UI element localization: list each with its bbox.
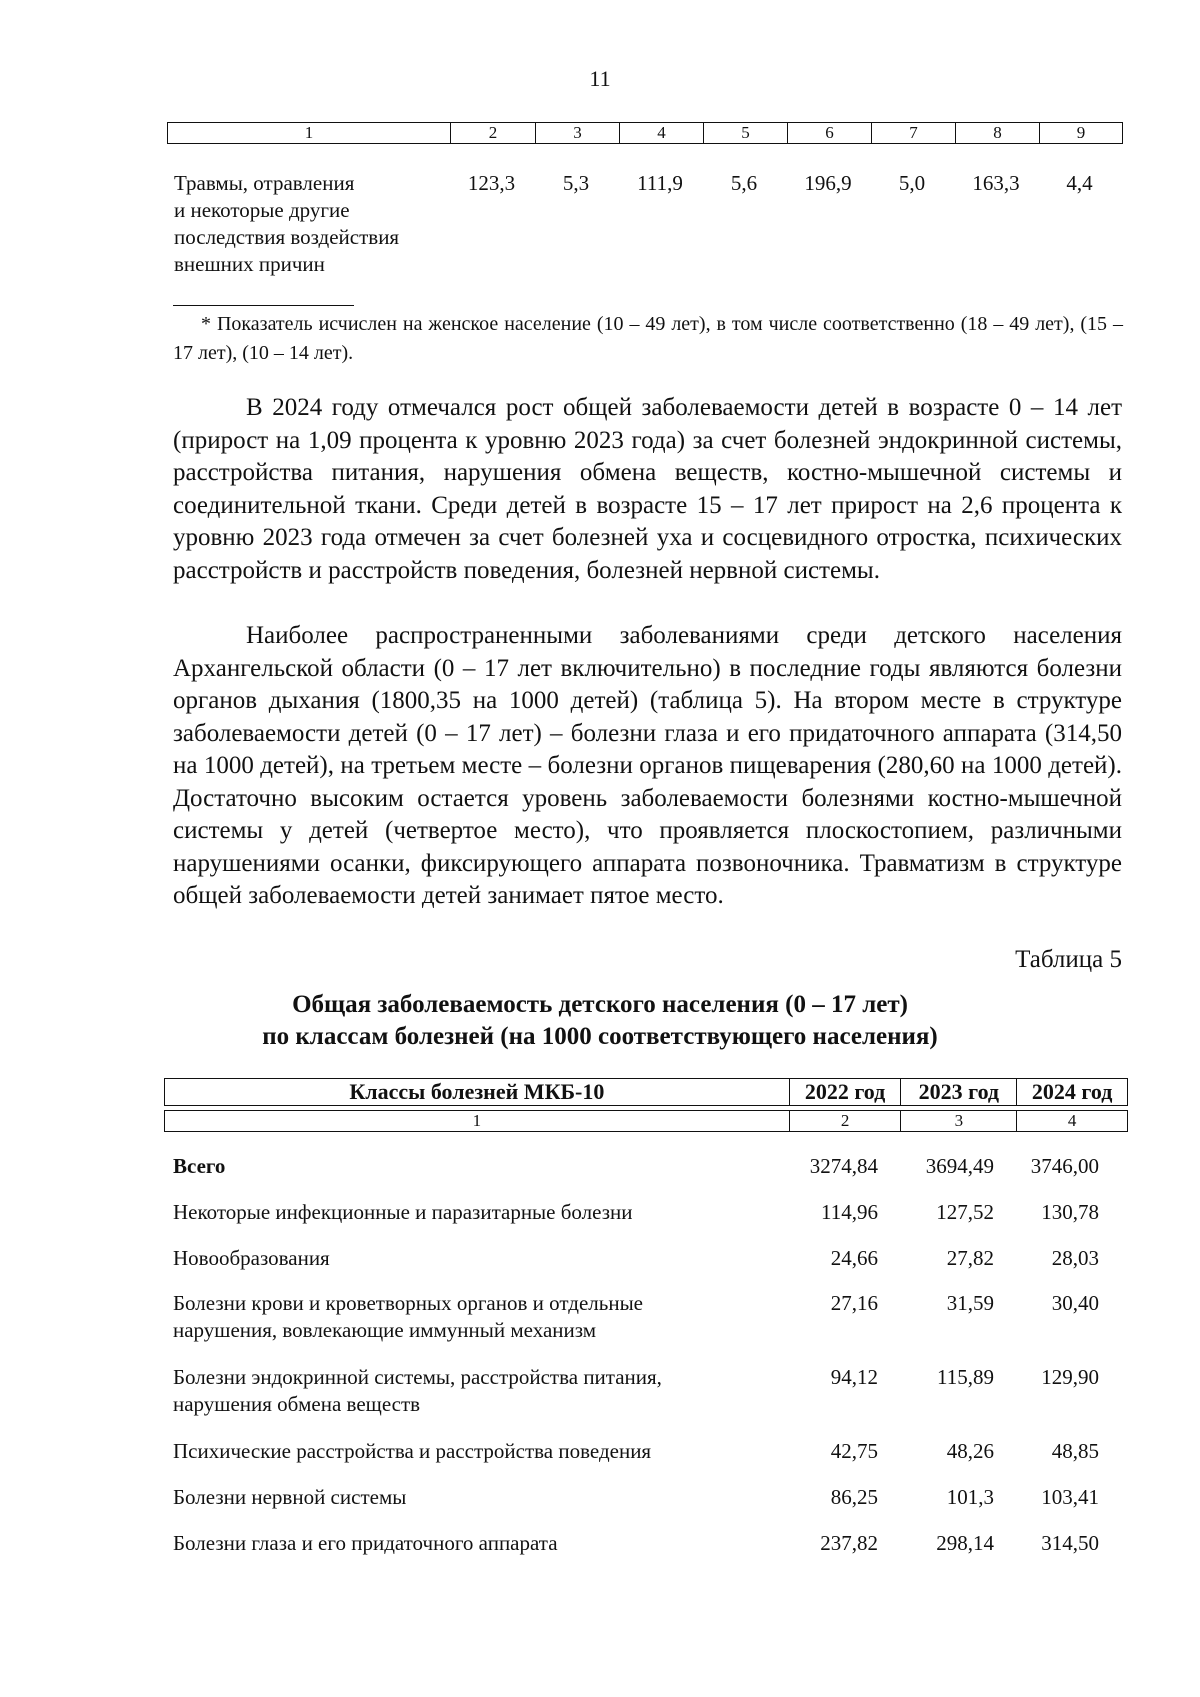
table-row — [164, 1484, 1128, 1511]
cell-value: 129,90 — [1041, 1365, 1099, 1389]
table-header — [164, 1078, 1128, 1106]
cell-value: 298,14 — [936, 1531, 994, 1555]
table-title — [0, 989, 1200, 1053]
table-row — [164, 1530, 1128, 1557]
row-label-line: Болезни крови и кроветворных органов и отдельные — [173, 1291, 643, 1315]
cell-value: 196,9 — [804, 171, 852, 195]
cell-value: 101,3 — [946, 1485, 994, 1509]
row-label: Новообразования — [173, 1246, 330, 1270]
column-number: 3 — [900, 1111, 1016, 1131]
cell-value: 42,75 — [830, 1439, 878, 1463]
row-label: Болезни нервной системы — [173, 1485, 407, 1509]
cell-value: 28,03 — [1051, 1246, 1099, 1270]
table-title-line: Общая заболеваемость детского населения (0 – 17 лет) — [292, 991, 908, 1018]
page-number: 11 — [589, 66, 611, 91]
row-label: Болезни глаза и его придаточного аппарата — [173, 1531, 558, 1555]
top-header-cell: 5 — [703, 123, 787, 143]
cell-value: 123,3 — [467, 171, 516, 195]
table-row — [164, 1245, 1128, 1272]
cell-value: 48,26 — [946, 1439, 994, 1463]
row-label-line: Болезни эндокринной системы, расстройства питания, — [173, 1365, 662, 1389]
row-label: Некоторые инфекционные и паразитарные болезни — [173, 1200, 633, 1224]
cell-value: 24,66 — [830, 1246, 878, 1270]
table-row — [164, 1199, 1128, 1226]
cell-value: 111,9 — [637, 171, 683, 195]
column-header: 2023 год — [900, 1079, 1016, 1105]
table-row — [164, 1290, 1128, 1344]
cell-value: 115,89 — [937, 1365, 994, 1389]
column-header: 2024 год — [1016, 1079, 1127, 1105]
cell-value: 5,6 — [730, 171, 758, 195]
cell-value: 3274,84 — [809, 1154, 878, 1178]
top-header-cell: 2 — [450, 123, 535, 143]
row-label: Всего — [173, 1154, 226, 1178]
paragraph: В 2024 году отмечался рост общей заболеваемости детей в возрасте 0 – 14 лет (прирост на 1,09 процента к уровню 2023 года) за счет болезней эндокринной системы, расстройства питания, нарушения обмена веществ, костно-мышечной системы и соединительной ткани. Среди детей в возрасте 15 – 17 лет прирост на 2,6 процента к уровню 2023 года отмечен за счет болезней уха и сосцевидного отростка, психических расстройств и расстройств поведения, болезней нервной системы. — [173, 394, 1122, 584]
top-header-cell: 9 — [1039, 123, 1122, 143]
cell-value: 94,12 — [830, 1365, 878, 1389]
top-header-cell: 1 — [304, 123, 314, 142]
row-label — [164, 1290, 774, 1344]
row-label: Психические расстройства и расстройства поведения — [173, 1439, 652, 1463]
cell-value: 4,4 — [1066, 171, 1093, 195]
row-label-line: нарушения обмена веществ — [173, 1392, 421, 1416]
top-header-cell: 4 — [619, 123, 703, 143]
column-number: 1 — [472, 1111, 482, 1130]
table-row-total — [164, 1153, 1128, 1180]
cell-value: 314,50 — [1041, 1531, 1099, 1555]
row-label-line: Травмы, отравления — [174, 171, 355, 195]
cell-value: 30,40 — [1051, 1291, 1099, 1315]
row-label — [167, 170, 449, 278]
table-row — [164, 1438, 1128, 1465]
top-header-cell: 7 — [871, 123, 955, 143]
cell-value: 3746,00 — [1030, 1154, 1099, 1178]
cell-value: 5,0 — [898, 171, 926, 195]
cell-value: 114,96 — [821, 1200, 878, 1224]
cell-value: 127,52 — [936, 1200, 994, 1224]
row-label-line: внешних причин — [174, 252, 325, 276]
table-label: Таблица 5 — [1015, 946, 1122, 973]
cell-value: 86,25 — [830, 1485, 878, 1509]
column-number: 2 — [789, 1111, 901, 1131]
cell-value: 103,41 — [1041, 1485, 1099, 1509]
row-label-line: и некоторые другие — [174, 198, 350, 222]
cell-value: 163,3 — [972, 171, 1020, 195]
row-label-line: нарушения, вовлекающие иммунный механизм — [173, 1318, 597, 1342]
footnote: * Показатель исчислен на женское население (10 – 49 лет), в том числе соответственно (18 – 49 лет), (15 – 17 лет), (10 – 14 лет). — [173, 313, 1123, 364]
cell-value: 48,85 — [1051, 1439, 1099, 1463]
top-table-row — [167, 170, 1123, 278]
cell-value: 31,59 — [946, 1291, 994, 1315]
cell-value: 3694,49 — [925, 1154, 994, 1178]
column-number: 4 — [1016, 1111, 1127, 1131]
column-header: Классы болезней МКБ-10 — [349, 1079, 605, 1104]
table-title-line: по классам болезней (на 1000 соответствующего населения) — [262, 1023, 938, 1050]
footnote-rule — [173, 305, 354, 306]
cell-value: 27,82 — [946, 1246, 994, 1270]
top-header-cell: 8 — [955, 123, 1039, 143]
cell-value: 27,16 — [830, 1291, 878, 1315]
table-row — [164, 1364, 1128, 1418]
cell-value: 5,3 — [562, 171, 590, 195]
top-header-cell: 3 — [535, 123, 619, 143]
cell-value: 130,78 — [1041, 1200, 1099, 1224]
row-label-line: последствия воздействия — [174, 225, 400, 249]
cell-value: 237,82 — [820, 1531, 878, 1555]
top-table-header — [167, 122, 1123, 144]
top-header-cell: 6 — [787, 123, 871, 143]
table-column-numbers — [164, 1110, 1128, 1132]
paragraph: Наиболее распространенными заболеваниями среди детского населения Архангельской области (0 – 17 лет включительно) в последние годы являются болезни органов дыхания (1800,35 на 1000 детей) (таблица 5). На втором месте в структуре заболеваемости детей (0 – 17 лет) – болезни глаза и его придаточного аппарата (314,50 на 1000 детей), на третьем месте – болезни органов пищеварения (280,60 на 1000 детей). Достаточно высоким остается уровень заболеваемости болезнями костно-мышечной системы у детей (четвертое место), что проявляется плоскостопием, различными нарушениями осанки, фиксирующего аппарата позвоночника. Травматизм в структуре общей заболеваемости детей занимает пятое место. — [173, 622, 1122, 909]
row-label — [164, 1364, 774, 1418]
column-header: 2022 год — [789, 1079, 901, 1105]
